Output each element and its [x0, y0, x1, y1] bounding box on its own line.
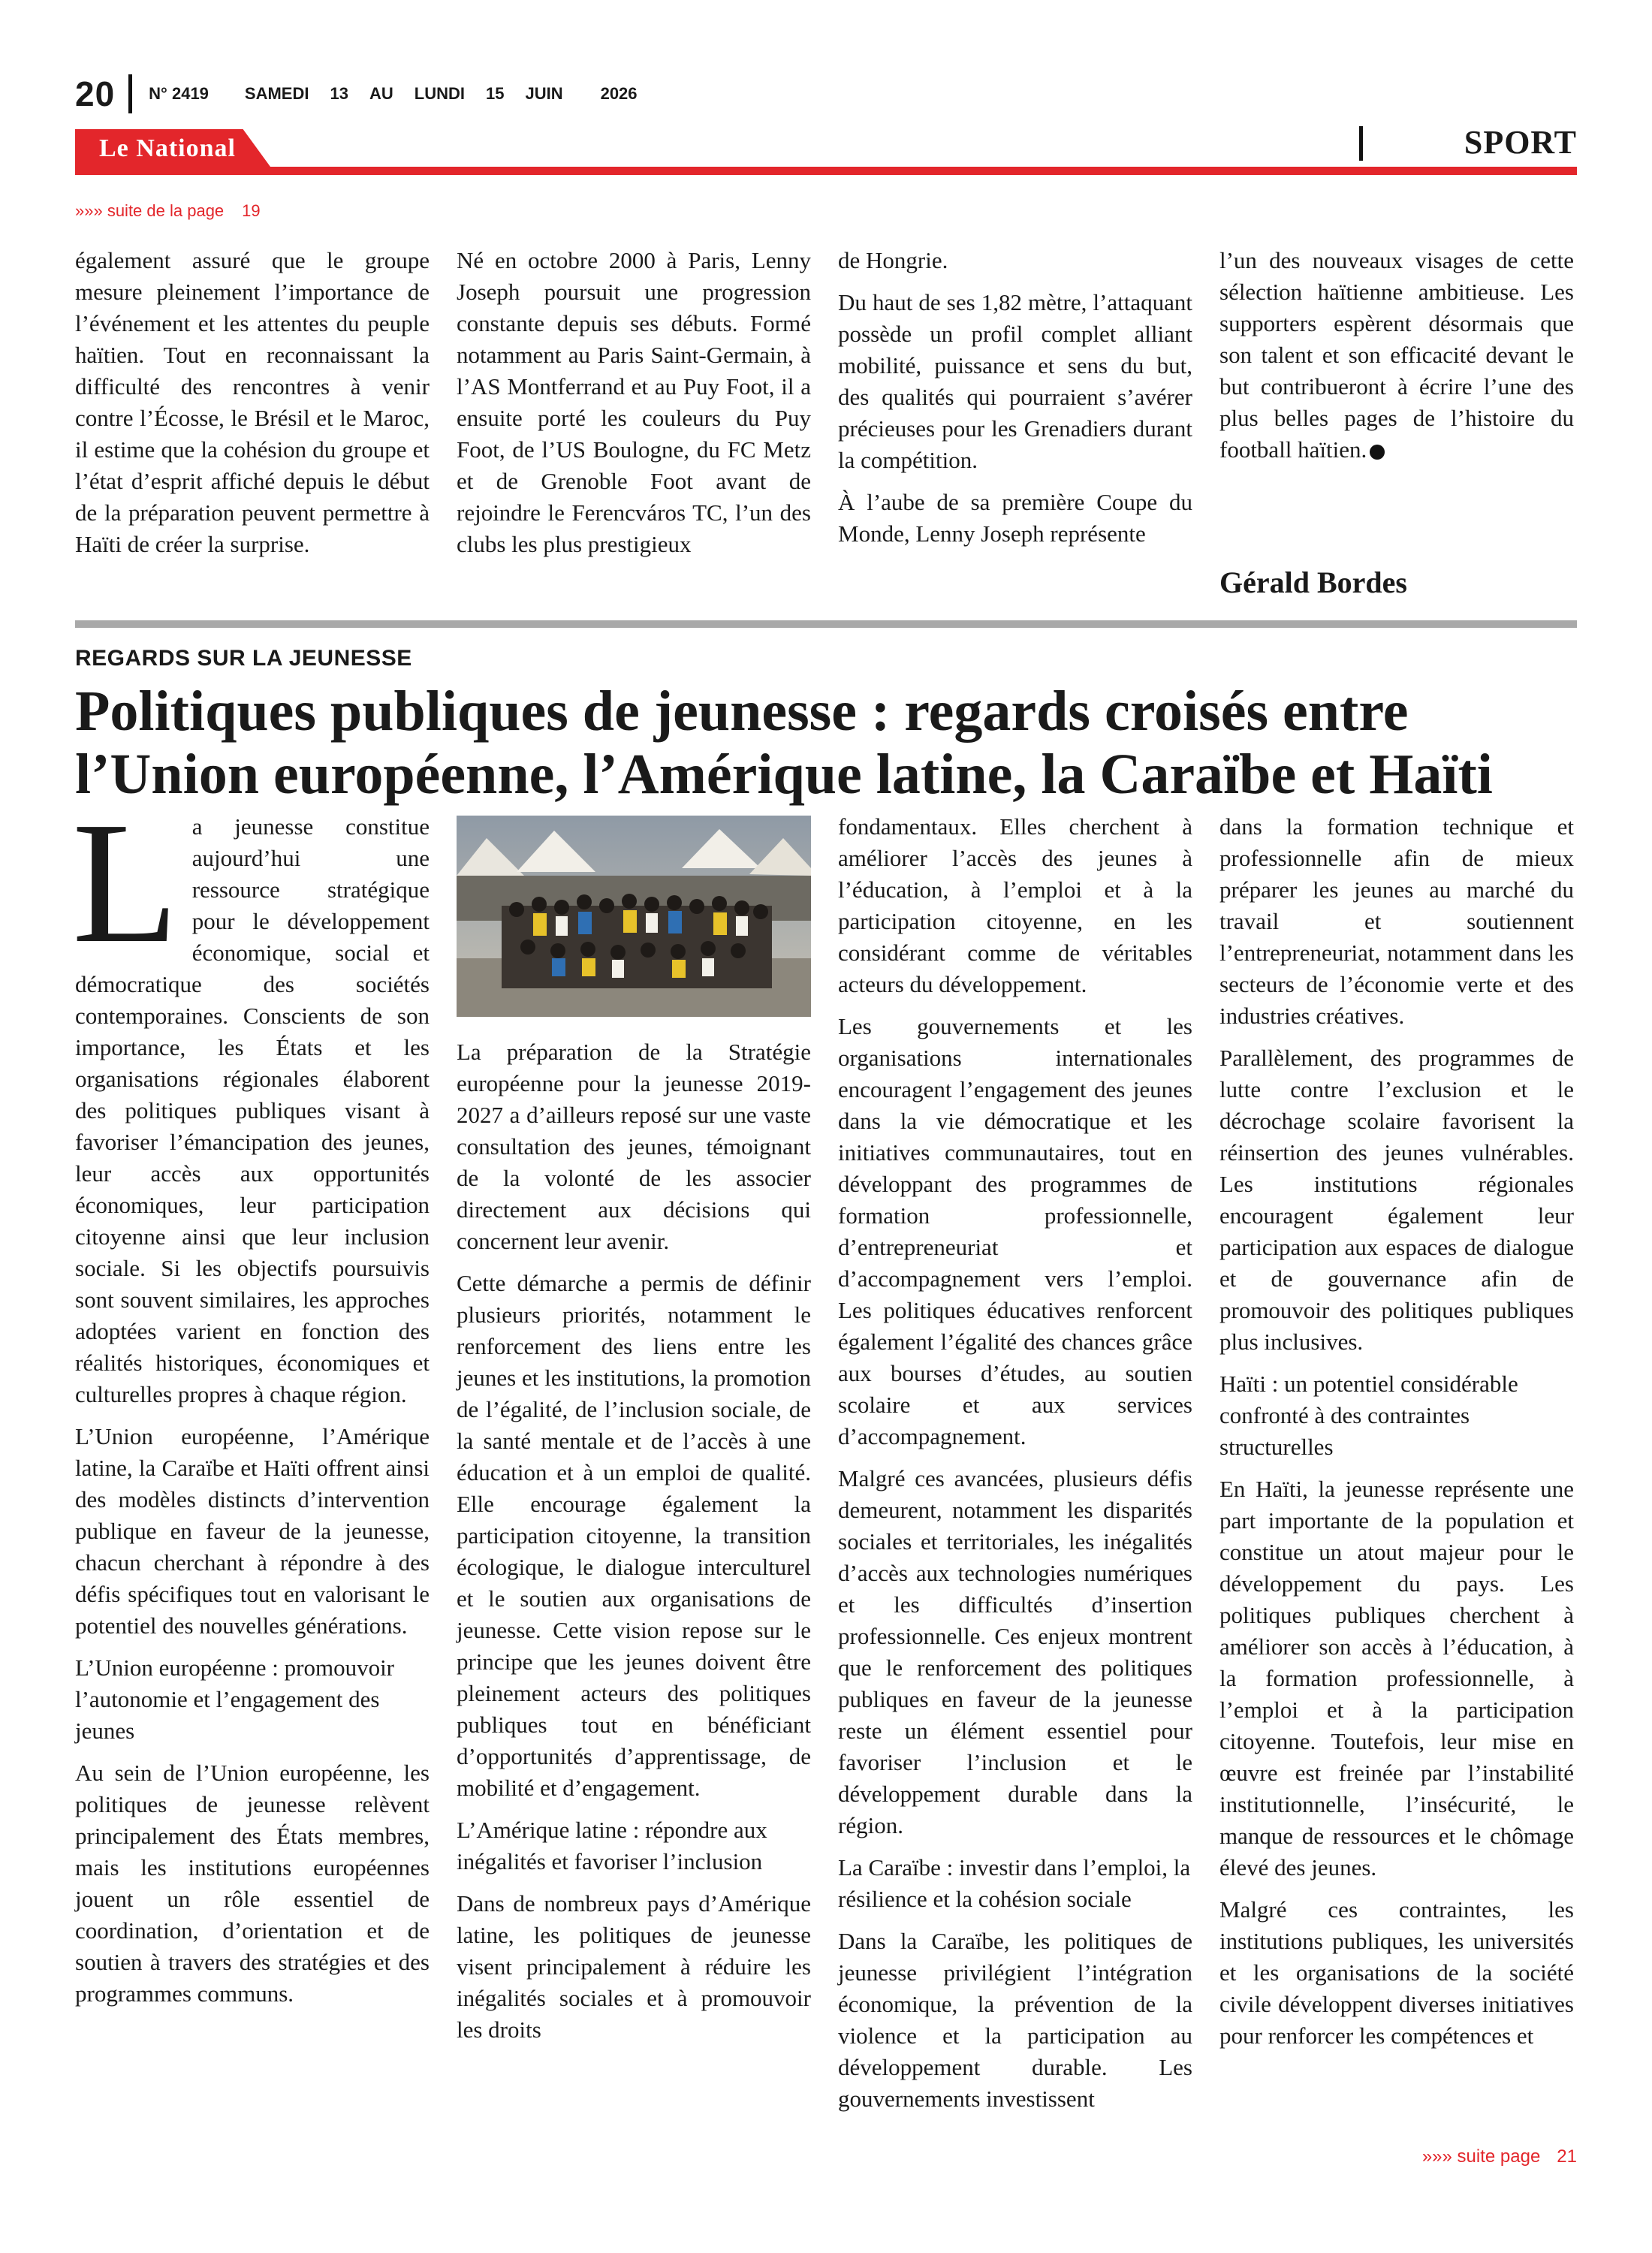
sport-column-3: [838, 245, 1192, 560]
continued-to-prefix: »»» suite page: [1421, 2146, 1541, 2167]
date-part: JUIN: [525, 84, 563, 103]
header-line: [75, 71, 638, 116]
masthead-rule: [75, 167, 1577, 175]
paragraph: À l’aube de sa première Coupe du Monde, Lenny Joseph représente: [838, 489, 1192, 547]
section-name: SPORT: [1464, 124, 1577, 161]
paragraph: Parallèlement, des programmes de lutte contre l’exclusion et le décrochage scolaire favorisent la réinsertion des jeunes vulnérables. Les institutions régionales encouragent également leur participation aux espaces de dialogue et de gouvernance afin de promouvoir des politiques publiques plus inclusives.: [1219, 1045, 1574, 1355]
paragraph: Malgré ces avancées, plusieurs défis demeurent, notamment les disparités sociales et territoriales, les inégalités d’accès aux technologies numériques et les difficultés d’insertion professionnelle. Ces enjeux montrent que le renforcement des politiques publiques en faveur de la jeunesse reste un élément essentiel pour favoriser l’inclusion et le développement durable dans la région.: [838, 1465, 1192, 1838]
paragraph: de Hongrie.: [838, 247, 948, 273]
article-column-2: [457, 1036, 811, 2056]
article-kicker: REGARDS SUR LA JEUNESSE: [75, 646, 412, 671]
subheading: Haïti : un potentiel considérable confronté à des contraintes structurelles: [1219, 1371, 1518, 1460]
article-column-1: [72, 786, 430, 2020]
paragraph: Malgré ces contraintes, les institutions publiques, les universités et les organisations de la société civile développent diverses initiatives pour renforcer les compétences et: [1219, 1896, 1574, 2049]
paragraph: [1219, 245, 1574, 466]
article-column-3: [838, 811, 1192, 2125]
author-signature: Gérald Bordes: [1219, 566, 1407, 599]
paragraph: La préparation de la Stratégie européenne pour la jeunesse 2019-2027 a d’ailleurs reposé sur une vaste consultation des jeunes, témoignant de la volonté de les associer directement aux décisions qui concernent leur avenir.: [457, 1039, 811, 1254]
subheading: L’Amérique latine : répondre aux inégalités et favoriser l’inclusion: [457, 1817, 767, 1874]
paragraph: Les gouvernements et les organisations internationales encouragent l’engagement des jeunes dans la vie démocratique et les initiatives communautaires, tout en développant des programmes de formation professionnelle, d’entrepreneuriat et d’accompagnement vers l’emploi. Les politiques éducatives renforcent également l’égalité des chances grâce aux bourses d’études, au soutien scolaire et aux services d’accompagnement.: [838, 1013, 1192, 1449]
continued-from-prefix: »»» suite de la page: [75, 201, 225, 220]
paragraph: Dans la Caraïbe, les politiques de jeunesse privilégient l’intégration économique, la prévention de la violence et la participation au développement durable. Les gouvernements investissent: [838, 1928, 1192, 2112]
sport-column-1: [75, 245, 430, 571]
paragraph: Du haut de ses 1,82 mètre, l’attaquant possède un profil complet alliant mobilité, puissance et sens du but, des qualités qui pourraient s’avérer précieuses pour les Grenadiers durant la compétition.: [838, 289, 1192, 473]
continued-to-page: 21: [1557, 2146, 1577, 2167]
paragraph-text: l’un des nouveaux visages de cette sélection haïtienne ambitieuse. Les supporters espèrent désormais que son talent et son efficacité devant le but contribueront à écrire l’une des plus belles pages de l’histoire du football haïtien.: [1219, 247, 1574, 463]
paragraph-text: a jeunesse constitue aujourd’hui une ressource stratégique pour le développement économique, social et démocratique des sociétés contemporaines. Conscients de son importance, les États et les organisations régionales élaborent des politiques publiques visant à favoriser l’émancipation des jeunes, leur accès aux opportunités économiques, leur participation citoyenne ainsi que leur inclusion sociale. Si les objectifs poursuivis sont souvent similaires, les approches adoptées varient en fonction des réalités historiques, économiques et culturelles propres à chaque région.: [75, 813, 430, 1407]
masthead-title: Le National: [99, 134, 236, 162]
paragraph: L’Union européenne, l’Amérique latine, la Caraïbe et Haïti offrent ainsi des modèles distincts d’intervention publique en faveur de la jeunesse, chacun cherchant à répondre à des défis spécifiques tout en valorisant le potentiel des nouvelles générations.: [75, 1423, 430, 1639]
article-headline: Politiques publiques de jeunesse : regards croisés entre l’Union européenne, l’Amérique latine, la Caraïbe et Haïti: [75, 680, 1493, 806]
date-part: LUNDI: [414, 84, 465, 103]
continued-from: [75, 201, 261, 221]
section-separator: [1359, 126, 1363, 161]
article-column-4: [1219, 811, 1574, 2062]
drop-cap: L: [72, 786, 179, 979]
date-part: AU: [369, 84, 393, 103]
end-of-article-icon: [1370, 445, 1385, 460]
sport-column-4: [1219, 245, 1574, 476]
date-part: 15: [485, 84, 505, 103]
section-divider: [75, 620, 1577, 628]
paragraph: dans la formation technique et professionnelle afin de mieux préparer les jeunes au marché du travail et soutiennent l’entrepreneuriat, notamment dans les secteurs de l’économie verte et des industries créatives.: [1219, 813, 1574, 1029]
paragraph: En Haïti, la jeunesse représente une part importante de la population et constitue un atout majeur pour le développement du pays. Les politiques publiques cherchent à améliorer son accès à l’éducation, à la formation professionnelle, à l’emploi et à la participation citoyenne. Toutefois, leur mise en œuvre est freinée par l’instabilité institutionnelle, l’insécurité, le manque de ressources et le chômage élevé des jeunes.: [1219, 1476, 1574, 1881]
article-photo: [457, 816, 811, 1017]
header-separator: [128, 74, 132, 113]
subheading: La Caraïbe : investir dans l’emploi, la résilience et la cohésion sociale: [838, 1854, 1191, 1912]
paragraph: Cette démarche a permis de définir plusieurs priorités, notamment le renforcement des liens entre les jeunes et les institutions, la promotion de l’égalité, de l’inclusion sociale, de la santé mentale et de l’accès à une éducation et à un emploi de qualité. Elle encourage également la participation citoyenne, la transition écologique, le dialogue interculturel et le soutien aux organisations de jeunesse. Cette vision repose sur le principe que les jeunes doivent être pleinement acteurs des politiques publiques tout en bénéficiant d’opportunités d’apprentissage, de mobilité et d’engagement.: [457, 1270, 811, 1801]
group-photo-image: [457, 816, 811, 1017]
paragraph: fondamentaux. Elles cherchent à améliorer l’accès des jeunes à l’éducation, à l’emploi et à la participation citoyenne, en les considérant comme de véritables acteurs du développement.: [838, 813, 1192, 997]
date-part: SAMEDI: [244, 84, 309, 103]
paragraph: Dans de nombreux pays d’Amérique latine, les politiques de jeunesse visent principalement à réduire les inégalités sociales et à promouvoir les droits: [457, 1890, 811, 2043]
paragraph: Au sein de l’Union européenne, les politiques de jeunesse relèvent principalement des États membres, mais les institutions européennes jouent un rôle essentiel de coordination, d’orientation et de soutien à travers des stratégies et des programmes communs.: [75, 1760, 430, 2007]
continued-to: [1422, 2146, 1577, 2167]
sport-column-2: [457, 245, 811, 571]
paragraph: également assuré que le groupe mesure pleinement l’importance de l’événement et les attentes du peuple haïtien. Tout en reconnaissant la difficulté des rencontres à venir contre l’Écosse, le Brésil et le Maroc, il estime que la cohésion du groupe et l’état d’esprit affiché depuis le début de la préparation peuvent permettre à Haïti de créer la surprise.: [75, 247, 430, 557]
page-number: 20: [75, 74, 116, 113]
issue-year: 2026: [600, 84, 638, 103]
issue-number: N° 2419: [149, 84, 209, 103]
date-part: 13: [330, 84, 348, 103]
paragraph: Né en octobre 2000 à Paris, Lenny Joseph poursuit une progression constante depuis ses débuts. Formé notamment au Paris Saint-Germain, à l’AS Montferrand et au Puy Foot, il a ensuite porté les couleurs du Puy Foot, de l’US Boulogne, du FC Metz et de Grenoble Foot avant de rejoindre le Ferencváros TC, l’un des clubs les plus prestigieux: [457, 247, 811, 557]
paragraph: [72, 786, 430, 1410]
issue-date: [245, 84, 563, 104]
continued-from-page: 19: [242, 201, 261, 220]
subheading: L’Union européenne : promouvoir l’autonomie et l’engagement des jeunes: [75, 1654, 395, 1744]
